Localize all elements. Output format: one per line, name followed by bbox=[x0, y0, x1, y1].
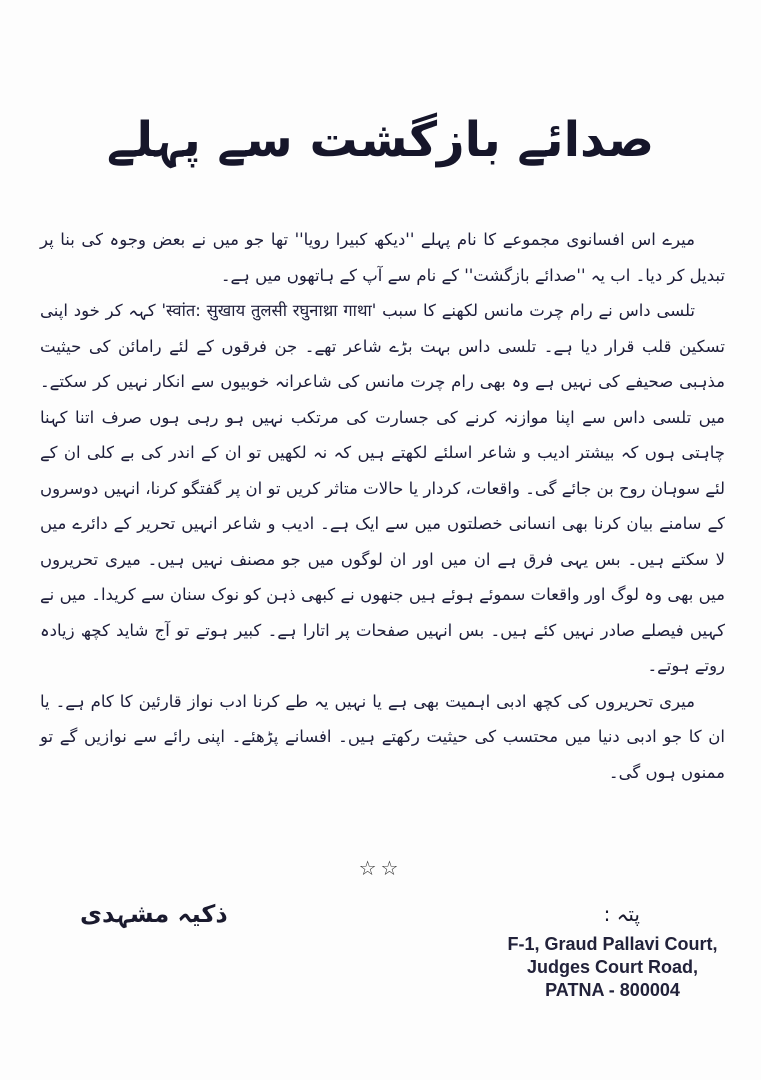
paragraph-2: تلسی داس نے رام چرت مانس لکھنے کا سبب 'स्वांत: सुखाय तुलसी रघुनाथ्रा गाथा' کہہ کر خود اپنی تسکین قلب قرار دیا ہے۔ تلسی داس بہت بڑے شاعر تھے۔ جن فرقوں کے لئے رامائن کی حیثیت مذہبی صحیفے کی نہیں ہے وہ بھی رام چرت مانس کی شاعرانہ خوبیوں سے انکار نہیں کر سکتے۔ میں تلسی داس سے اپنا موازنہ کرنے کی جسارت کی مرتکب نہیں ہو رہی ہوں صرف اتنا کہنا چاہتی ہوں کہ بیشتر ادیب و شاعر اسلئے لکھتے ہیں کہ نہ لکھیں تو ان کے اندر کی بے کلی ان کے لئے سوہان روح بن جائے گی۔ واقعات، کردار یا حالات متاثر کریں تو ان پر گفتگو کرنا، انہیں دوسروں کے سامنے بیان کرنا بھی انسانی خصلتوں میں سے ایک ہے۔ ادیب و شاعر انہیں تحریر کے دائرے میں لا سکتے ہیں۔ بس یہی فرق ہے ان میں اور ان لوگوں میں جو مصنف نہیں ہیں۔ میری تحریروں میں بھی وہ لوگ اور واقعات سموئے ہوئے ہیں جنھوں نے کبھی ذہن کو نوک سنان سے کریدا۔ میں نے کہیں فیصلے صادر نہیں کئے ہیں۔ بس انہیں صفحات پر اتارا ہے۔ کبیر ہوتے تو آج شاید کچھ زیادہ روتے ہوتے۔ bbox=[40, 301, 725, 675]
section-divider-stars: ☆☆ bbox=[358, 856, 403, 880]
address-line-3: PATNA - 800004 bbox=[545, 980, 680, 1000]
preface-body bbox=[40, 222, 725, 790]
paragraph-1: میرے اس افسانوی مجموعے کا نام پہلے ''دیکھ کبیرا رویا'' تھا جو میں نے بعض وجوہ کی بنا پر تبدیل کر دیا۔ اب یہ ''صدائے بازگشت'' کے نام سے آپ کے ہاتھوں میں ہے۔ bbox=[40, 230, 725, 285]
author-signature: ذکیہ مشہدی bbox=[80, 900, 228, 928]
address-line-1: F-1, Graud Pallavi Court, bbox=[507, 934, 718, 954]
paragraph-3: میری تحریروں کی کچھ ادبی اہمیت بھی ہے یا نہیں یہ طے کرنا ادب نواز قارئین کا کام ہے۔ یا ان کا جو ادبی دنیا میں محتسب کی حیثیت رکھتے ہیں۔ افسانے پڑھئے۔ اپنی رائے سے نوازیں گے تو ممنوں ہوں گی۔ bbox=[40, 691, 725, 782]
address-label: پتہ : bbox=[603, 902, 640, 926]
page-title: صدائے بازگشت سے پہلے bbox=[106, 112, 655, 168]
address-line-2: Judges Court Road, bbox=[526, 957, 698, 977]
author-address bbox=[470, 933, 755, 1002]
